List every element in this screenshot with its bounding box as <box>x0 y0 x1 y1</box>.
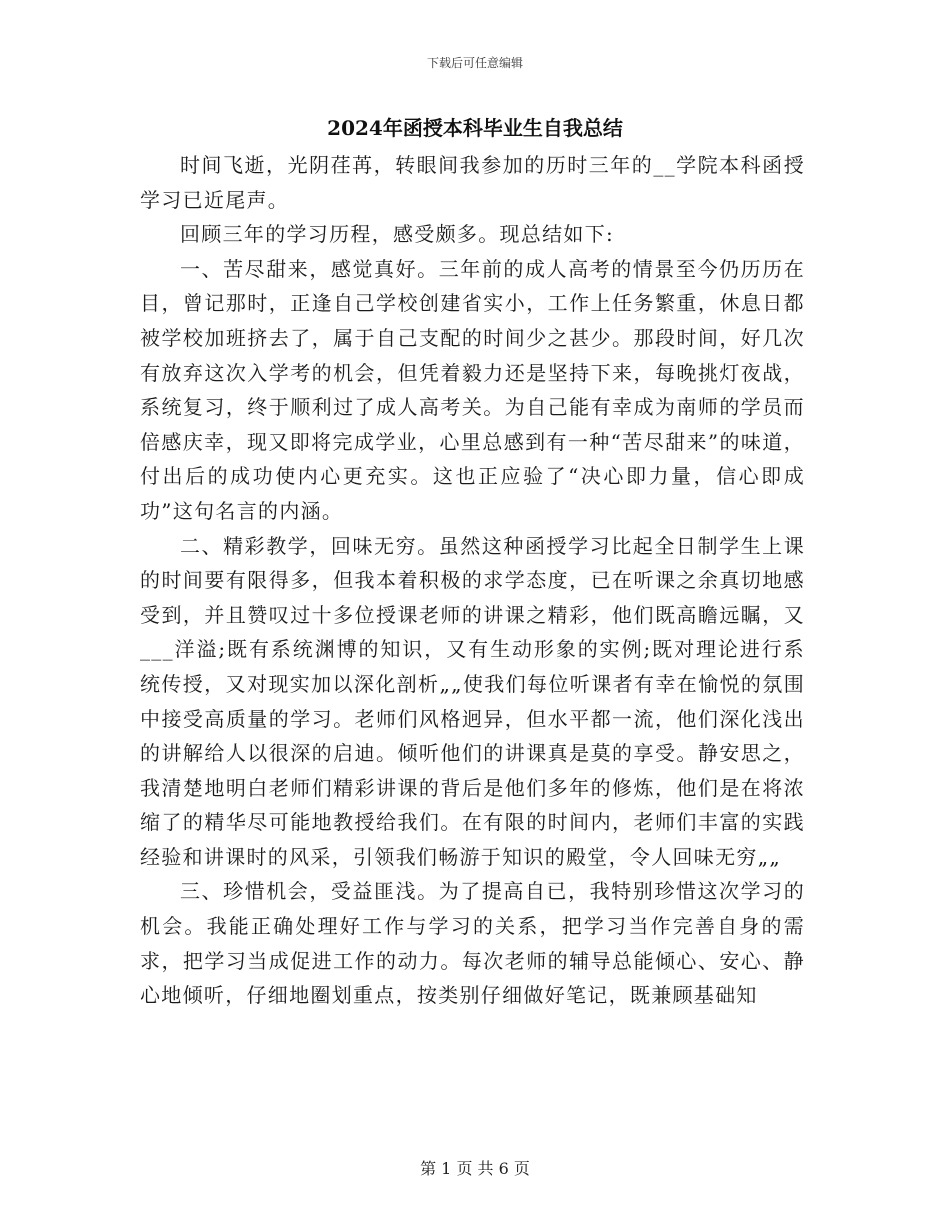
paragraph: 二、精彩教学，回味无穷。虽然这种函授学习比起全日制学生上课的时间要有限得多，但我本着积极的求学态度，已在听课之余真切地感受到，并且赞叹过十多位授课老师的讲课之精彩，他们既高瞻远瞩，又___洋溢;既有系统渊博的知识，又有生动形象的实例;既对理论进行系统传授，又对现实加以深化剖析„„使我们每位听课者有幸在愉悦的氛围中接受高质量的学习。老师们风格迥异，但水平都一流，他们深化浅出的讲解给人以很深的启迪。倾听他们的讲课真是莫的享受。静安思之，我清楚地明白老师们精彩讲课的背后是他们多年的修炼，他们是在将浓缩了的精华尽可能地教授给我们。在有限的时间内，老师们丰富的实践经验和讲课时的风采，引领我们畅游于知识的殿堂，令人回味无穷„„ <box>140 533 805 869</box>
document-title: 2024年函授本科毕业生自我总结 <box>327 116 623 140</box>
page-footer: 第 1 页 共 6 页 <box>420 1159 530 1178</box>
paragraph: 三、珍惜机会，受益匪浅。为了提高自已，我特别珍惜这次学习的机会。我能正确处理好工作与学习的关系，把学习当作完善自身的需求，把学习当成促进工作的动力。每次老师的辅导总能倾心、安心、静心地倾听，仔细地圈划重点，按类别仔细做好笔记，既兼顾基础知 <box>140 879 805 1008</box>
paragraph: 回顾三年的学习历程，感受颇多。现总结如下: <box>180 222 615 247</box>
header-note: 下载后可任意编辑 <box>426 56 523 70</box>
paragraph: 一、苦尽甜来，感觉真好。三年前的成人高考的情景至今仍历历在目，曾记那时，正逢自己学校创建省实小，工作上任务繁重，休息日都被学校加班挤去了，属于自己支配的时间少之甚少。那段时间，好几次有放弃这次入学考的机会，但凭着毅力还是坚持下来，每晚挑灯夜战，系统复习，终于顺利过了成人高考关。为自己能有幸成为南师的学员而倍感庆幸，现又即将完成学业，心里总感到有一种“苦尽甜来”的味道，付出后的成功使内心更充实。这也正应验了“决心即力量，信心即成功”这句名言的内涵。 <box>140 256 805 523</box>
paragraph: 时间飞逝，光阴荏苒，转眼间我参加的历时三年的__学院本科函授学习已近尾声。 <box>140 153 805 212</box>
document-body <box>140 148 805 1013</box>
